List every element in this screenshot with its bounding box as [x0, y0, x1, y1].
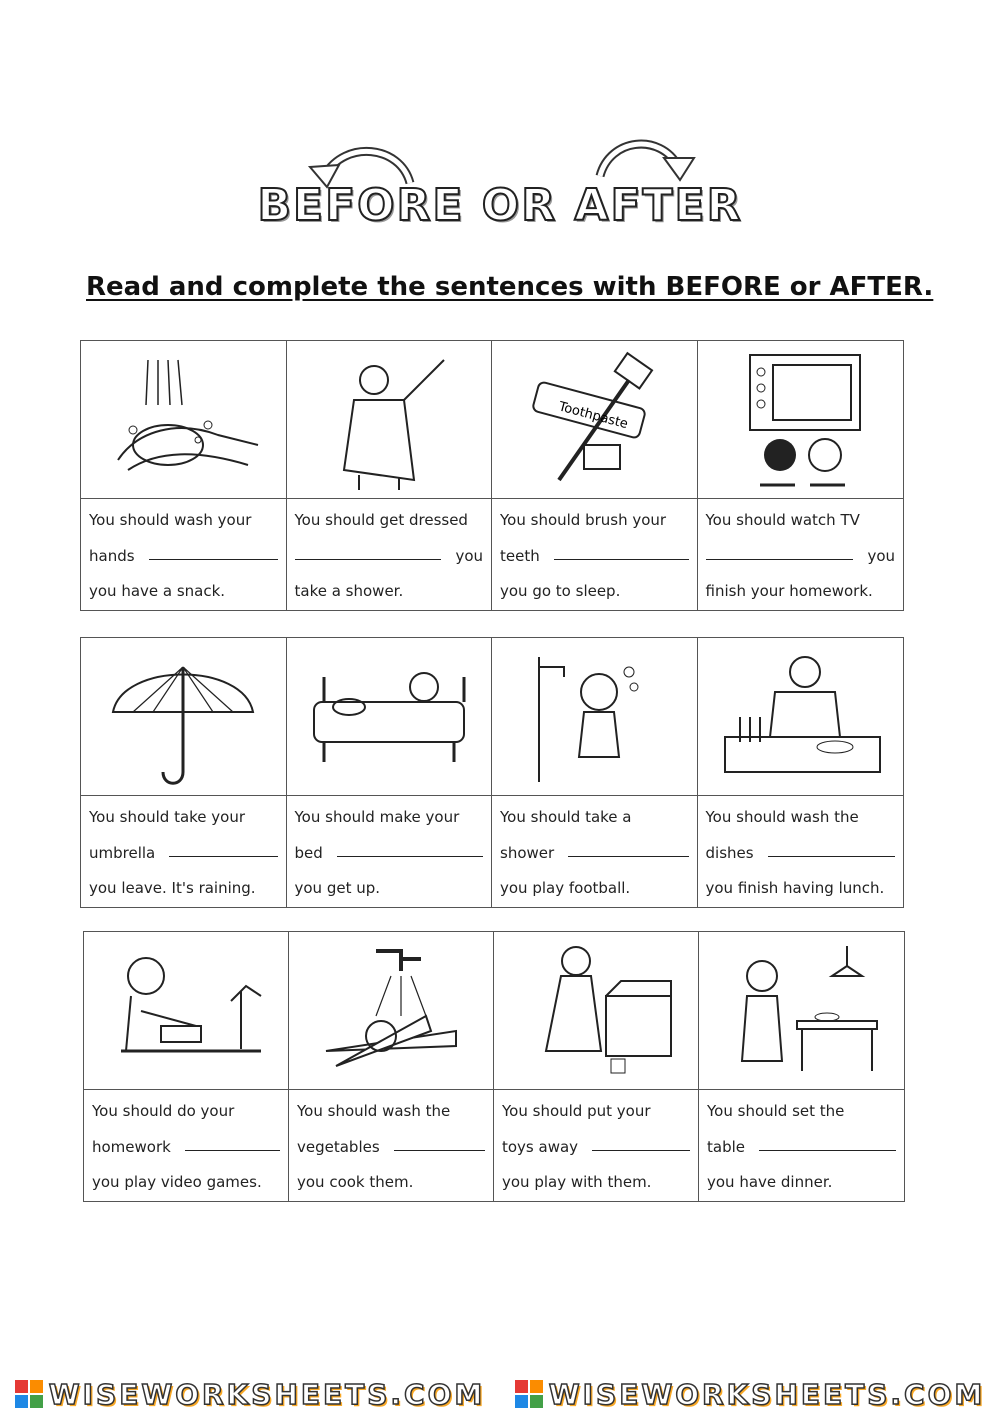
- exercise-sentence: [494, 1090, 698, 1201]
- getting-dressed-icon: [304, 350, 474, 490]
- answer-blank[interactable]: [759, 1130, 896, 1151]
- exercise-picture: [492, 341, 697, 499]
- exercise-card: [81, 341, 287, 610]
- sentence-line-3: you get up.: [294, 879, 381, 897]
- exercise-picture: [81, 638, 286, 796]
- answer-blank[interactable]: [592, 1130, 690, 1151]
- sentence-line-3: you finish having lunch.: [705, 879, 885, 897]
- vegetables-icon: [306, 941, 476, 1081]
- sentence-line-3: take a shower.: [294, 582, 404, 600]
- sentence-line-3: you play video games.: [92, 1173, 262, 1191]
- exercise-picture: [698, 341, 904, 499]
- exercise-card: [698, 341, 904, 610]
- sentence-line-2: homework: [92, 1137, 171, 1156]
- footer-watermark: [0, 1378, 1000, 1410]
- answer-blank[interactable]: [394, 1130, 485, 1151]
- sentence-line-3: you leave. It's raining.: [89, 879, 256, 897]
- answer-blank[interactable]: [706, 539, 854, 560]
- answer-blank[interactable]: [169, 836, 277, 857]
- exercise-sentence: [492, 499, 697, 610]
- exercise-sentence: [287, 499, 492, 610]
- exercise-picture: [289, 932, 493, 1090]
- exercise-sentence: [84, 1090, 288, 1201]
- sentence-line-3: you cook them.: [297, 1173, 414, 1191]
- exercise-card: [492, 341, 698, 610]
- sentence-line-1: You should watch TV: [705, 511, 860, 529]
- exercise-card: [287, 341, 493, 610]
- answer-blank[interactable]: [568, 836, 688, 857]
- sentence-line-1: You should put your: [502, 1102, 651, 1120]
- sentence-line-1: You should wash the: [705, 808, 859, 826]
- shower-icon: [509, 647, 679, 787]
- sentence-line-1: You should make your: [294, 808, 460, 826]
- exercise-picture: [84, 932, 288, 1090]
- umbrella-icon: [98, 647, 268, 787]
- exercise-row-1: [80, 340, 904, 611]
- sentence-line-1: You should take your: [89, 808, 246, 826]
- sentence-line-3: you go to sleep.: [500, 582, 621, 600]
- sentence-line-1: You should brush your: [500, 511, 667, 529]
- exercise-card: [698, 638, 904, 907]
- sentence-line-2: teeth: [500, 546, 540, 565]
- homework-icon: [101, 941, 271, 1081]
- sentence-line-2: toys away: [502, 1137, 579, 1156]
- sentence-line-3: finish your homework.: [705, 582, 873, 600]
- sentence-line-2: table: [707, 1137, 745, 1156]
- brand-logo-icon: [515, 1380, 543, 1408]
- exercise-card: [699, 932, 904, 1201]
- sentence-line-3: you have a snack.: [89, 582, 226, 600]
- hand-washing-icon: [98, 350, 268, 490]
- exercise-card: [492, 638, 698, 907]
- exercise-sentence: [698, 796, 904, 907]
- sentence-line-3: you have dinner.: [707, 1173, 833, 1191]
- sentence-line-3: you play football.: [500, 879, 631, 897]
- sentence-line-2: umbrella: [89, 843, 156, 862]
- exercise-sentence: [81, 796, 286, 907]
- exercise-picture: [699, 932, 904, 1090]
- brand-logo-right: [515, 1378, 986, 1411]
- sentence-line-1: You should do your: [92, 1102, 235, 1120]
- exercise-picture: [287, 341, 492, 499]
- exercise-card: [81, 638, 287, 907]
- exercise-sentence: [287, 796, 492, 907]
- svg-text:Toothpaste: Toothpaste: [557, 398, 630, 432]
- sentence-line-2: you: [455, 546, 483, 565]
- toothbrush-icon: [509, 350, 679, 490]
- answer-blank[interactable]: [337, 836, 483, 857]
- answer-blank[interactable]: [149, 539, 278, 560]
- exercise-card: [84, 932, 289, 1201]
- sentence-line-2: you: [867, 546, 895, 565]
- sentence-line-1: You should set the: [707, 1102, 845, 1120]
- exercise-row-3: [83, 931, 905, 1202]
- sentence-line-1: You should take a: [500, 808, 632, 826]
- exercise-card: [287, 638, 493, 907]
- brand-logo-left: [15, 1378, 486, 1411]
- exercise-card: [289, 932, 494, 1201]
- exercise-picture: [698, 638, 904, 796]
- brand-logo-icon: [15, 1380, 43, 1408]
- sentence-line-2: hands: [89, 546, 135, 565]
- answer-blank[interactable]: [185, 1130, 280, 1151]
- footer-text: WISEWORKSHEETS.COM: [548, 1377, 986, 1411]
- sentence-line-1: You should wash your: [89, 511, 252, 529]
- dinner-table-icon: [717, 941, 887, 1081]
- exercise-sentence: [492, 796, 697, 907]
- exercise-picture: [81, 341, 286, 499]
- footer-text: WISEWORKSHEETS.COM: [48, 1377, 486, 1411]
- sentence-line-2: shower: [500, 843, 555, 862]
- sentence-line-2: bed: [294, 843, 323, 862]
- worksheet-title: BEFORE OR AFTER: [257, 180, 743, 231]
- exercise-sentence: [699, 1090, 904, 1201]
- exercise-picture: [492, 638, 697, 796]
- exercise-sentence: [289, 1090, 493, 1201]
- answer-blank[interactable]: [295, 539, 442, 560]
- exercise-sentence: [698, 499, 904, 610]
- instruction-text: Read and complete the sentences with BEFORE or AFTER.: [86, 272, 934, 302]
- exercise-picture: [494, 932, 698, 1090]
- sentence-line-1: You should get dressed: [294, 511, 468, 529]
- exercise-row-2: [80, 637, 904, 908]
- sentence-line-3: you play with them.: [502, 1173, 652, 1191]
- television-icon: [715, 350, 885, 490]
- exercise-card: [494, 932, 699, 1201]
- exercise-sentence: [81, 499, 286, 610]
- sentence-line-2: vegetables: [297, 1137, 380, 1156]
- curved-arrow-right-icon: [590, 128, 700, 183]
- toys-icon: [511, 941, 681, 1081]
- answer-blank[interactable]: [768, 836, 895, 857]
- dishes-icon: [715, 647, 885, 787]
- sentence-line-2: dishes: [705, 843, 754, 862]
- exercise-picture: [287, 638, 492, 796]
- bed-icon: [304, 647, 474, 787]
- sentence-line-1: You should wash the: [297, 1102, 451, 1120]
- answer-blank[interactable]: [554, 539, 689, 560]
